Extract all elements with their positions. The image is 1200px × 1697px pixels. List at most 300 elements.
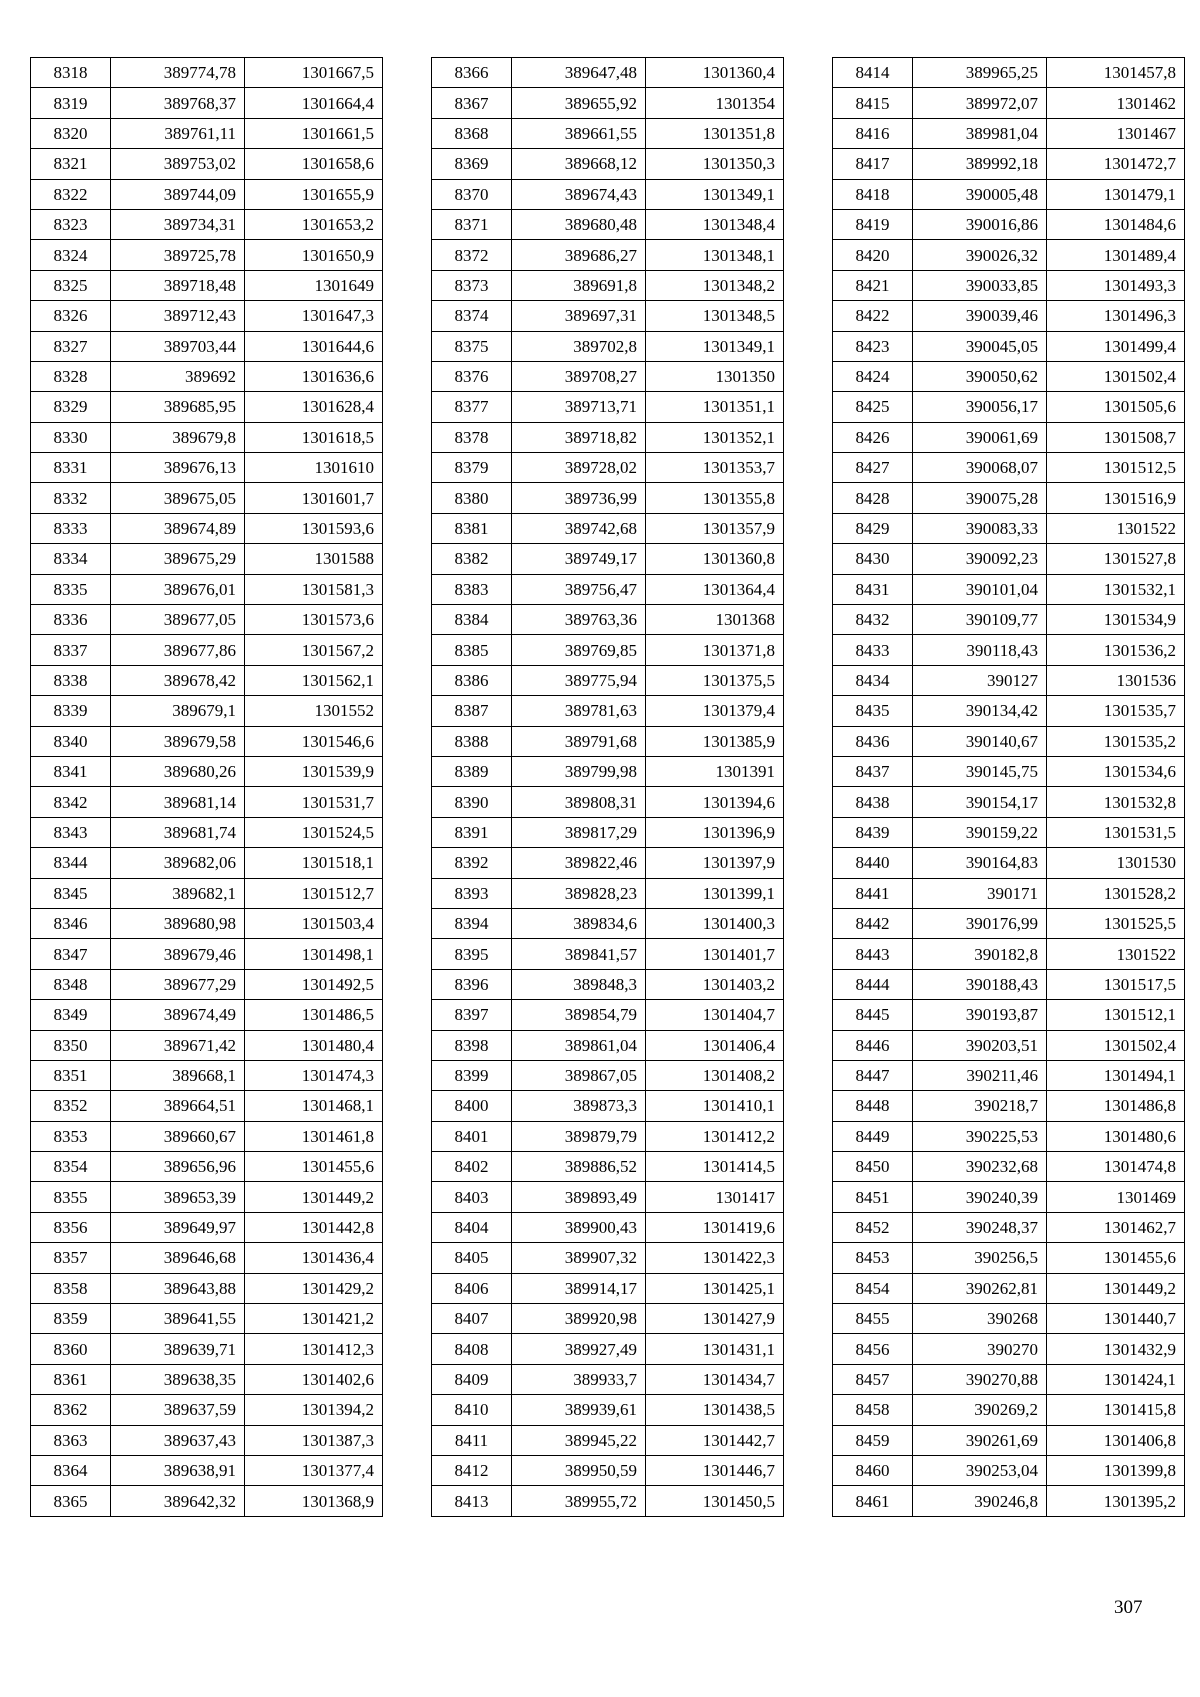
point-number-cell: 8432 (833, 605, 913, 635)
point-number-cell: 8425 (833, 392, 913, 422)
x-coordinate-cell: 389653,39 (111, 1182, 245, 1212)
point-number-cell: 8363 (31, 1425, 111, 1455)
point-number-cell: 8351 (31, 1060, 111, 1090)
point-number-cell: 8339 (31, 696, 111, 726)
table-row (31, 696, 383, 726)
y-coordinate-cell: 1301539,9 (245, 756, 383, 786)
x-coordinate-cell: 389681,14 (111, 787, 245, 817)
table-row (432, 301, 784, 331)
y-coordinate-cell: 1301524,5 (245, 817, 383, 847)
x-coordinate-cell: 389867,05 (512, 1060, 646, 1090)
y-coordinate-cell: 1301536,2 (1047, 635, 1185, 665)
table-row (31, 1304, 383, 1334)
table-row (31, 1486, 383, 1516)
x-coordinate-cell: 390118,43 (913, 635, 1047, 665)
x-coordinate-cell: 389682,06 (111, 848, 245, 878)
point-number-cell: 8427 (833, 453, 913, 483)
x-coordinate-cell: 389927,49 (512, 1334, 646, 1364)
table-row (31, 513, 383, 543)
x-coordinate-cell: 389674,43 (512, 179, 646, 209)
y-coordinate-cell: 1301502,4 (1047, 1030, 1185, 1060)
x-coordinate-cell: 389647,48 (512, 58, 646, 88)
x-coordinate-cell: 390225,53 (913, 1121, 1047, 1151)
point-number-cell: 8354 (31, 1152, 111, 1182)
point-number-cell: 8335 (31, 574, 111, 604)
table-row (31, 1243, 383, 1273)
point-number-cell: 8331 (31, 453, 111, 483)
y-coordinate-cell: 1301412,2 (646, 1121, 784, 1151)
point-number-cell: 8328 (31, 361, 111, 391)
x-coordinate-cell: 389681,74 (111, 817, 245, 847)
x-coordinate-cell: 390268 (913, 1304, 1047, 1334)
x-coordinate-cell: 389939,61 (512, 1395, 646, 1425)
table-row (833, 1152, 1185, 1182)
point-number-cell: 8452 (833, 1212, 913, 1242)
y-coordinate-cell: 1301486,5 (245, 1000, 383, 1030)
point-number-cell: 8441 (833, 878, 913, 908)
table-row (31, 908, 383, 938)
y-coordinate-cell: 1301525,5 (1047, 908, 1185, 938)
point-number-cell: 8345 (31, 878, 111, 908)
table-row (31, 1182, 383, 1212)
point-number-cell: 8350 (31, 1030, 111, 1060)
table-row (432, 726, 784, 756)
table-row (833, 179, 1185, 209)
point-number-cell: 8349 (31, 1000, 111, 1030)
point-number-cell: 8389 (432, 756, 512, 786)
table-row (833, 361, 1185, 391)
x-coordinate-cell: 389834,6 (512, 908, 646, 938)
point-number-cell: 8410 (432, 1395, 512, 1425)
y-coordinate-cell: 1301350 (646, 361, 784, 391)
y-coordinate-cell: 1301427,9 (646, 1304, 784, 1334)
table-row (833, 1486, 1185, 1516)
x-coordinate-cell: 389678,42 (111, 665, 245, 695)
x-coordinate-cell: 390171 (913, 878, 1047, 908)
table-row (432, 908, 784, 938)
table-row (31, 1212, 383, 1242)
x-coordinate-cell: 389761,11 (111, 118, 245, 148)
table-row (833, 331, 1185, 361)
y-coordinate-cell: 1301353,7 (646, 453, 784, 483)
point-number-cell: 8333 (31, 513, 111, 543)
x-coordinate-cell: 389817,29 (512, 817, 646, 847)
table-row (432, 513, 784, 543)
table-row (432, 483, 784, 513)
y-coordinate-cell: 1301530 (1047, 848, 1185, 878)
x-coordinate-cell: 389981,04 (913, 118, 1047, 148)
y-coordinate-cell: 1301385,9 (646, 726, 784, 756)
y-coordinate-cell: 1301650,9 (245, 240, 383, 270)
table-row (833, 1455, 1185, 1485)
x-coordinate-cell: 389682,1 (111, 878, 245, 908)
point-number-cell: 8396 (432, 969, 512, 999)
x-coordinate-cell: 390101,04 (913, 574, 1047, 604)
table-row (31, 939, 383, 969)
point-number-cell: 8443 (833, 939, 913, 969)
table-row (833, 453, 1185, 483)
y-coordinate-cell: 1301429,2 (245, 1273, 383, 1303)
x-coordinate-cell: 389828,23 (512, 878, 646, 908)
y-coordinate-cell: 1301534,9 (1047, 605, 1185, 635)
table-row (432, 1000, 784, 1030)
y-coordinate-cell: 1301512,1 (1047, 1000, 1185, 1030)
table-row (432, 635, 784, 665)
table-row (31, 969, 383, 999)
table-row (432, 270, 784, 300)
y-coordinate-cell: 1301349,1 (646, 331, 784, 361)
y-coordinate-cell: 1301391 (646, 756, 784, 786)
x-coordinate-cell: 389950,59 (512, 1455, 646, 1485)
y-coordinate-cell: 1301480,6 (1047, 1121, 1185, 1151)
y-coordinate-cell: 1301387,3 (245, 1425, 383, 1455)
table-row (833, 574, 1185, 604)
table-row (31, 665, 383, 695)
x-coordinate-cell: 389702,8 (512, 331, 646, 361)
y-coordinate-cell: 1301395,2 (1047, 1486, 1185, 1516)
table-row (432, 1395, 784, 1425)
table-row (31, 270, 383, 300)
y-coordinate-cell: 1301474,8 (1047, 1152, 1185, 1182)
point-number-cell: 8440 (833, 848, 913, 878)
point-number-cell: 8433 (833, 635, 913, 665)
table-row (31, 301, 383, 331)
y-coordinate-cell: 1301399,8 (1047, 1455, 1185, 1485)
table-row (432, 361, 784, 391)
x-coordinate-cell: 390182,8 (913, 939, 1047, 969)
table-row (432, 1182, 784, 1212)
point-number-cell: 8438 (833, 787, 913, 817)
x-coordinate-cell: 390016,86 (913, 209, 1047, 239)
table-row (31, 756, 383, 786)
y-coordinate-cell: 1301536 (1047, 665, 1185, 695)
x-coordinate-cell: 389725,78 (111, 240, 245, 270)
point-number-cell: 8392 (432, 848, 512, 878)
point-number-cell: 8370 (432, 179, 512, 209)
point-number-cell: 8323 (31, 209, 111, 239)
point-number-cell: 8429 (833, 513, 913, 543)
x-coordinate-cell: 390253,04 (913, 1455, 1047, 1485)
point-number-cell: 8457 (833, 1364, 913, 1394)
table-row (31, 574, 383, 604)
x-coordinate-cell: 389649,97 (111, 1212, 245, 1242)
y-coordinate-cell: 1301505,6 (1047, 392, 1185, 422)
point-number-cell: 8455 (833, 1304, 913, 1334)
x-coordinate-cell: 389992,18 (913, 149, 1047, 179)
table-row (31, 1395, 383, 1425)
x-coordinate-cell: 389744,09 (111, 179, 245, 209)
y-coordinate-cell: 1301512,7 (245, 878, 383, 908)
y-coordinate-cell: 1301440,7 (1047, 1304, 1185, 1334)
y-coordinate-cell: 1301588 (245, 544, 383, 574)
y-coordinate-cell: 1301512,5 (1047, 453, 1185, 483)
x-coordinate-cell: 389680,48 (512, 209, 646, 239)
point-number-cell: 8358 (31, 1273, 111, 1303)
point-number-cell: 8365 (31, 1486, 111, 1516)
table-row (31, 848, 383, 878)
point-number-cell: 8444 (833, 969, 913, 999)
y-coordinate-cell: 1301498,1 (245, 939, 383, 969)
y-coordinate-cell: 1301462 (1047, 88, 1185, 118)
x-coordinate-cell: 390039,46 (913, 301, 1047, 331)
table-row (833, 696, 1185, 726)
y-coordinate-cell: 1301468,1 (245, 1091, 383, 1121)
table-row (432, 1152, 784, 1182)
y-coordinate-cell: 1301379,4 (646, 696, 784, 726)
x-coordinate-cell: 389668,1 (111, 1060, 245, 1090)
y-coordinate-cell: 1301628,4 (245, 392, 383, 422)
y-coordinate-cell: 1301401,7 (646, 939, 784, 969)
y-coordinate-cell: 1301655,9 (245, 179, 383, 209)
x-coordinate-cell: 390270,88 (913, 1364, 1047, 1394)
y-coordinate-cell: 1301410,1 (646, 1091, 784, 1121)
point-number-cell: 8407 (432, 1304, 512, 1334)
table-row (432, 209, 784, 239)
point-number-cell: 8450 (833, 1152, 913, 1182)
y-coordinate-cell: 1301449,2 (1047, 1273, 1185, 1303)
point-number-cell: 8422 (833, 301, 913, 331)
x-coordinate-cell: 389679,1 (111, 696, 245, 726)
y-coordinate-cell: 1301348,2 (646, 270, 784, 300)
x-coordinate-cell: 389680,26 (111, 756, 245, 786)
table-row (31, 544, 383, 574)
y-coordinate-cell: 1301348,4 (646, 209, 784, 239)
point-number-cell: 8461 (833, 1486, 913, 1516)
table-row (833, 756, 1185, 786)
point-number-cell: 8404 (432, 1212, 512, 1242)
table-row (31, 240, 383, 270)
point-number-cell: 8388 (432, 726, 512, 756)
x-coordinate-cell: 389774,78 (111, 58, 245, 88)
x-coordinate-cell: 390154,17 (913, 787, 1047, 817)
point-number-cell: 8337 (31, 635, 111, 665)
table-row (833, 969, 1185, 999)
y-coordinate-cell: 1301412,3 (245, 1334, 383, 1364)
y-coordinate-cell: 1301436,4 (245, 1243, 383, 1273)
y-coordinate-cell: 1301455,6 (1047, 1243, 1185, 1273)
point-number-cell: 8446 (833, 1030, 913, 1060)
x-coordinate-cell: 389679,8 (111, 422, 245, 452)
y-coordinate-cell: 1301457,8 (1047, 58, 1185, 88)
x-coordinate-cell: 390145,75 (913, 756, 1047, 786)
x-coordinate-cell: 390083,33 (913, 513, 1047, 543)
table-row (833, 635, 1185, 665)
y-coordinate-cell: 1301502,4 (1047, 361, 1185, 391)
point-number-cell: 8336 (31, 605, 111, 635)
table-row (31, 1060, 383, 1090)
y-coordinate-cell: 1301601,7 (245, 483, 383, 513)
table-row (432, 1121, 784, 1151)
point-number-cell: 8385 (432, 635, 512, 665)
y-coordinate-cell: 1301522 (1047, 513, 1185, 543)
y-coordinate-cell: 1301355,8 (646, 483, 784, 513)
table-row (432, 817, 784, 847)
y-coordinate-cell: 1301403,2 (646, 969, 784, 999)
coordinates-table-1 (30, 57, 383, 1517)
y-coordinate-cell: 1301368,9 (245, 1486, 383, 1516)
y-coordinate-cell: 1301610 (245, 453, 383, 483)
x-coordinate-cell: 390270 (913, 1334, 1047, 1364)
x-coordinate-cell: 390109,77 (913, 605, 1047, 635)
y-coordinate-cell: 1301508,7 (1047, 422, 1185, 452)
point-number-cell: 8352 (31, 1091, 111, 1121)
x-coordinate-cell: 389972,07 (913, 88, 1047, 118)
point-number-cell: 8343 (31, 817, 111, 847)
x-coordinate-cell: 389697,31 (512, 301, 646, 331)
table-row (31, 1455, 383, 1485)
table-row (833, 605, 1185, 635)
point-number-cell: 8406 (432, 1273, 512, 1303)
point-number-cell: 8426 (833, 422, 913, 452)
x-coordinate-cell: 389775,94 (512, 665, 646, 695)
point-number-cell: 8413 (432, 1486, 512, 1516)
table-row (432, 88, 784, 118)
point-number-cell: 8424 (833, 361, 913, 391)
point-number-cell: 8439 (833, 817, 913, 847)
x-coordinate-cell: 390164,83 (913, 848, 1047, 878)
point-number-cell: 8320 (31, 118, 111, 148)
y-coordinate-cell: 1301432,9 (1047, 1334, 1185, 1364)
y-coordinate-cell: 1301375,5 (646, 665, 784, 695)
table-row (432, 969, 784, 999)
x-coordinate-cell: 389799,98 (512, 756, 646, 786)
point-number-cell: 8381 (432, 513, 512, 543)
point-number-cell: 8368 (432, 118, 512, 148)
point-number-cell: 8409 (432, 1364, 512, 1394)
table-row (833, 1091, 1185, 1121)
point-number-cell: 8377 (432, 392, 512, 422)
table-row (432, 696, 784, 726)
x-coordinate-cell: 389685,95 (111, 392, 245, 422)
table-row (432, 118, 784, 148)
x-coordinate-cell: 390203,51 (913, 1030, 1047, 1060)
x-coordinate-cell: 389965,25 (913, 58, 1047, 88)
x-coordinate-cell: 389637,59 (111, 1395, 245, 1425)
point-number-cell: 8360 (31, 1334, 111, 1364)
point-number-cell: 8420 (833, 240, 913, 270)
table-row (31, 331, 383, 361)
table-row (833, 848, 1185, 878)
point-number-cell: 8322 (31, 179, 111, 209)
point-number-cell: 8319 (31, 88, 111, 118)
table-row (432, 1243, 784, 1273)
point-number-cell: 8324 (31, 240, 111, 270)
point-number-cell: 8447 (833, 1060, 913, 1090)
x-coordinate-cell: 390218,7 (913, 1091, 1047, 1121)
y-coordinate-cell: 1301535,7 (1047, 696, 1185, 726)
point-number-cell: 8390 (432, 787, 512, 817)
point-number-cell: 8448 (833, 1091, 913, 1121)
x-coordinate-cell: 390068,07 (913, 453, 1047, 483)
point-number-cell: 8321 (31, 149, 111, 179)
point-number-cell: 8399 (432, 1060, 512, 1090)
x-coordinate-cell: 389677,05 (111, 605, 245, 635)
x-coordinate-cell: 389660,67 (111, 1121, 245, 1151)
x-coordinate-cell: 390261,69 (913, 1425, 1047, 1455)
table-row (833, 149, 1185, 179)
coordinates-table-2 (431, 57, 784, 1517)
y-coordinate-cell: 1301415,8 (1047, 1395, 1185, 1425)
x-coordinate-cell: 390026,32 (913, 240, 1047, 270)
x-coordinate-cell: 389679,58 (111, 726, 245, 756)
y-coordinate-cell: 1301472,7 (1047, 149, 1185, 179)
y-coordinate-cell: 1301658,6 (245, 149, 383, 179)
y-coordinate-cell: 1301474,3 (245, 1060, 383, 1090)
table-row (833, 422, 1185, 452)
y-coordinate-cell: 1301406,8 (1047, 1425, 1185, 1455)
point-number-cell: 8386 (432, 665, 512, 695)
table-row (833, 1304, 1185, 1334)
point-number-cell: 8453 (833, 1243, 913, 1273)
table-row (833, 817, 1185, 847)
y-coordinate-cell: 1301649 (245, 270, 383, 300)
point-number-cell: 8411 (432, 1425, 512, 1455)
y-coordinate-cell: 1301394,6 (646, 787, 784, 817)
table-row (31, 1091, 383, 1121)
x-coordinate-cell: 389637,43 (111, 1425, 245, 1455)
point-number-cell: 8356 (31, 1212, 111, 1242)
point-number-cell: 8449 (833, 1121, 913, 1151)
x-coordinate-cell: 389639,71 (111, 1334, 245, 1364)
table-row (31, 149, 383, 179)
y-coordinate-cell: 1301469 (1047, 1182, 1185, 1212)
point-number-cell: 8329 (31, 392, 111, 422)
table-row (31, 88, 383, 118)
point-number-cell: 8416 (833, 118, 913, 148)
table-row (31, 422, 383, 452)
x-coordinate-cell: 389674,49 (111, 1000, 245, 1030)
y-coordinate-cell: 1301581,3 (245, 574, 383, 604)
x-coordinate-cell: 389718,48 (111, 270, 245, 300)
table-row (432, 878, 784, 908)
point-number-cell: 8401 (432, 1121, 512, 1151)
x-coordinate-cell: 389638,91 (111, 1455, 245, 1485)
x-coordinate-cell: 389734,31 (111, 209, 245, 239)
table-row (432, 848, 784, 878)
x-coordinate-cell: 390050,62 (913, 361, 1047, 391)
x-coordinate-cell: 389861,04 (512, 1030, 646, 1060)
table-row (31, 817, 383, 847)
y-coordinate-cell: 1301371,8 (646, 635, 784, 665)
x-coordinate-cell: 390140,67 (913, 726, 1047, 756)
y-coordinate-cell: 1301404,7 (646, 1000, 784, 1030)
table-row (833, 301, 1185, 331)
x-coordinate-cell: 389791,68 (512, 726, 646, 756)
point-number-cell: 8369 (432, 149, 512, 179)
point-number-cell: 8397 (432, 1000, 512, 1030)
x-coordinate-cell: 389677,29 (111, 969, 245, 999)
x-coordinate-cell: 389886,52 (512, 1152, 646, 1182)
point-number-cell: 8445 (833, 1000, 913, 1030)
point-number-cell: 8434 (833, 665, 913, 695)
x-coordinate-cell: 390176,99 (913, 908, 1047, 938)
point-number-cell: 8414 (833, 58, 913, 88)
table-row (833, 209, 1185, 239)
x-coordinate-cell: 389656,96 (111, 1152, 245, 1182)
x-coordinate-cell: 390075,28 (913, 483, 1047, 513)
table-row (833, 787, 1185, 817)
table-row (833, 118, 1185, 148)
y-coordinate-cell: 1301562,1 (245, 665, 383, 695)
point-number-cell: 8394 (432, 908, 512, 938)
y-coordinate-cell: 1301422,3 (646, 1243, 784, 1273)
table-row (31, 635, 383, 665)
x-coordinate-cell: 389808,31 (512, 787, 646, 817)
y-coordinate-cell: 1301518,1 (245, 848, 383, 878)
point-number-cell: 8353 (31, 1121, 111, 1151)
y-coordinate-cell: 1301354 (646, 88, 784, 118)
table-row (833, 1334, 1185, 1364)
